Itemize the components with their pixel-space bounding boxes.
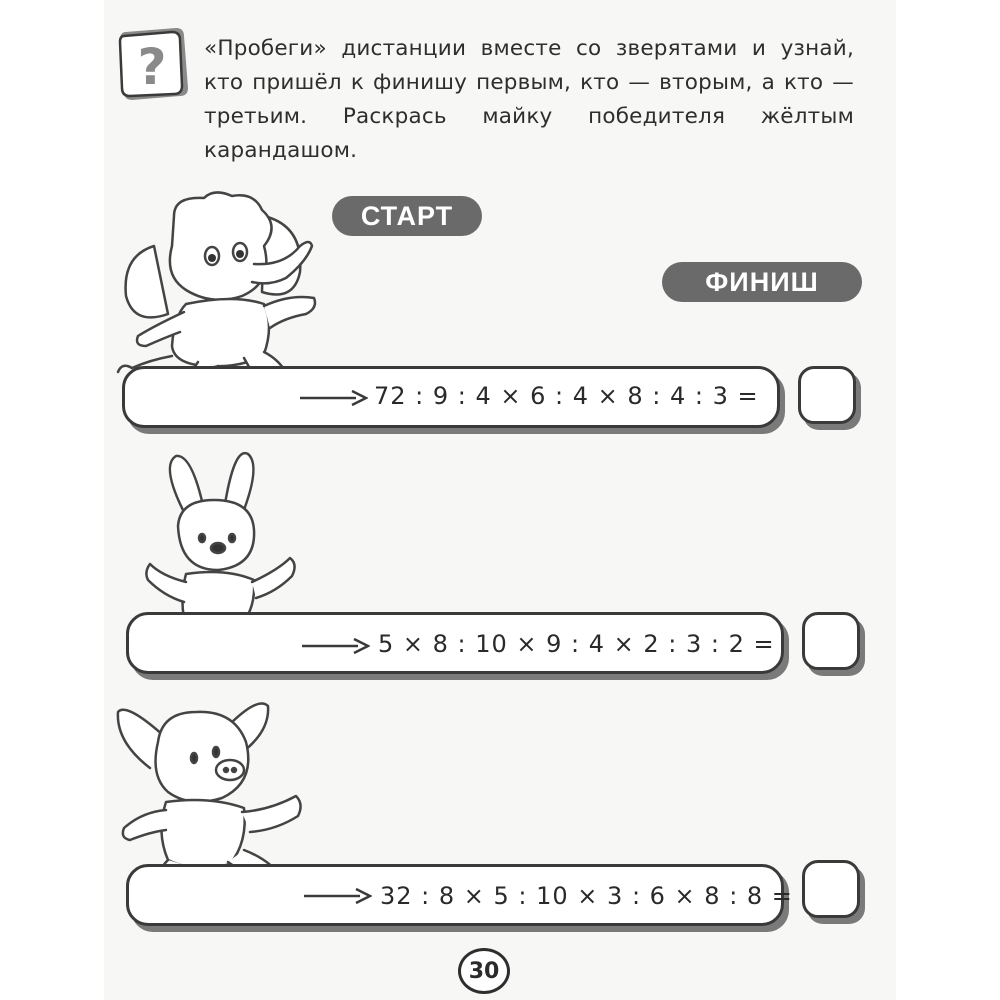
question-mark-icon	[118, 26, 190, 106]
expression-elephant: 72 : 9 : 4 × 6 : 4 × 8 : 4 : 3 =	[374, 382, 759, 410]
page-number: 30	[458, 948, 510, 994]
svg-text:?: ?	[137, 38, 167, 96]
task-instruction: «Пробеги» дистанции вместе со зверятами и узнай, кто пришёл к финишу первым, кто — вторым, а кто — третьим. Раскрась майку победителя жёлтым карандашом.	[204, 36, 854, 163]
answer-box-elephant[interactable]	[798, 366, 856, 424]
answer-box-bunny[interactable]	[802, 612, 860, 670]
arrow-right-icon	[302, 886, 372, 906]
arrow-right-icon	[298, 388, 368, 408]
arrow-right-icon	[300, 636, 370, 656]
expression-piglet: 32 : 8 × 5 : 10 × 3 : 6 × 8 : 8 =	[380, 882, 793, 910]
finish-label: ФИНИШ	[662, 262, 862, 302]
expression-bunny: 5 × 8 : 10 × 9 : 4 × 2 : 3 : 2 =	[378, 630, 775, 658]
start-label: СТАРТ	[332, 196, 482, 236]
answer-box-piglet[interactable]	[802, 860, 860, 918]
